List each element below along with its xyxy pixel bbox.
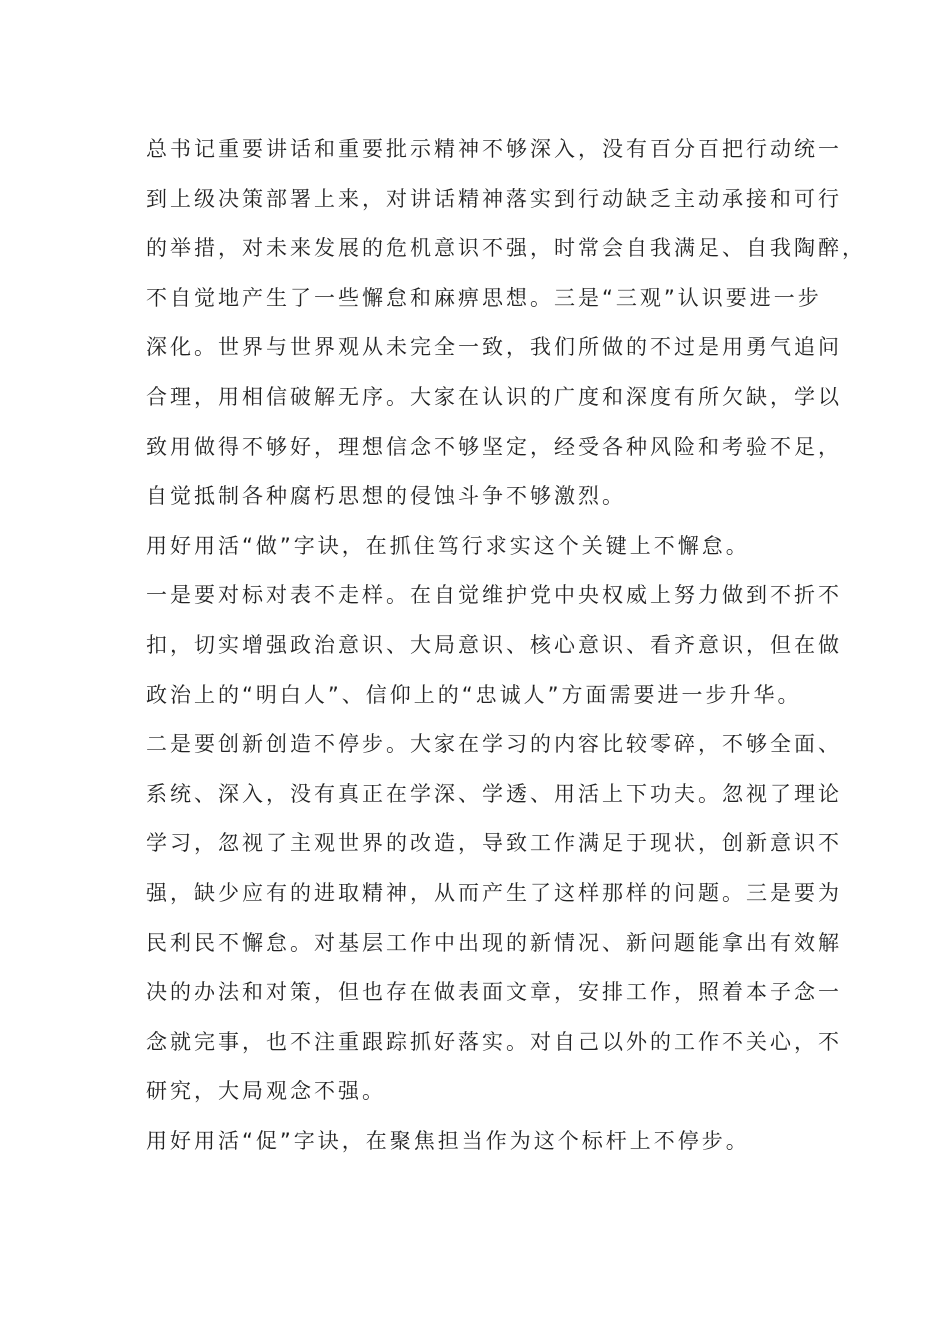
text-line: 合理，用相信破解无序。大家在认识的广度和深度有所欠缺，学以 [146,384,842,409]
document-body [146,125,866,1166]
text-line: 不自觉地产生了一些懈怠和麻痹思想。三是“三观”认识要进一步 [146,285,822,310]
text-line: 民利民不懈怠。对基层工作中出现的新情况、新问题能拿出有效解 [146,930,842,955]
text-line: 政治上的“明白人”、信仰上的“忠诚人”方面需要进一步升华。 [146,682,802,707]
text-line: 扣，切实增强政治意识、大局意识、核心意识、看齐意识，但在做 [146,632,842,657]
text-line: 深化。世界与世界观从未完全一致，我们所做的不过是用勇气追问 [146,335,842,360]
text-line: 的举措，对未来发展的危机意识不强，时常会自我满足、自我陶醉， [146,236,866,261]
section-heading-line: 用好用活“做”字诀，在抓住笃行求实这个关键上不懈怠。 [146,533,750,558]
section-heading-line: 用好用活“促”字诀，在聚焦担当作为这个标杆上不停步。 [146,1128,750,1153]
text-line: 到上级决策部署上来，对讲话精神落实到行动缺乏主动承接和可行 [146,186,842,211]
text-line: 二是要创新创造不停步。大家在学习的内容比较零碎，不够全面、 [146,732,842,757]
text-line: 致用做得不够好，理想信念不够坚定，经受各种风险和考验不足， [146,434,842,459]
text-line: 一是要对标对表不走样。在自觉维护党中央权威上努力做到不折不 [146,583,842,608]
text-line: 强，缺少应有的进取精神，从而产生了这样那样的问题。三是要为 [146,880,842,905]
text-line: 总书记重要讲话和重要批示精神不够深入，没有百分百把行动统一 [146,137,842,161]
text-line: 系统、深入，没有真正在学深、学透、用活上下功夫。忽视了理论 [146,781,842,806]
text-line: 学习，忽视了主观世界的改造，导致工作满足于现状，创新意识不 [146,831,842,856]
text-line: 念就完事，也不注重跟踪抓好落实。对自己以外的工作不关心，不 [146,1029,842,1054]
text-line: 自觉抵制各种腐朽思想的侵蚀斗争不够激烈。 [146,484,626,509]
text-line: 研究，大局观念不强。 [146,1079,386,1104]
text-line: 决的办法和对策，但也存在做表面文章，安排工作，照着本子念一 [146,980,842,1005]
